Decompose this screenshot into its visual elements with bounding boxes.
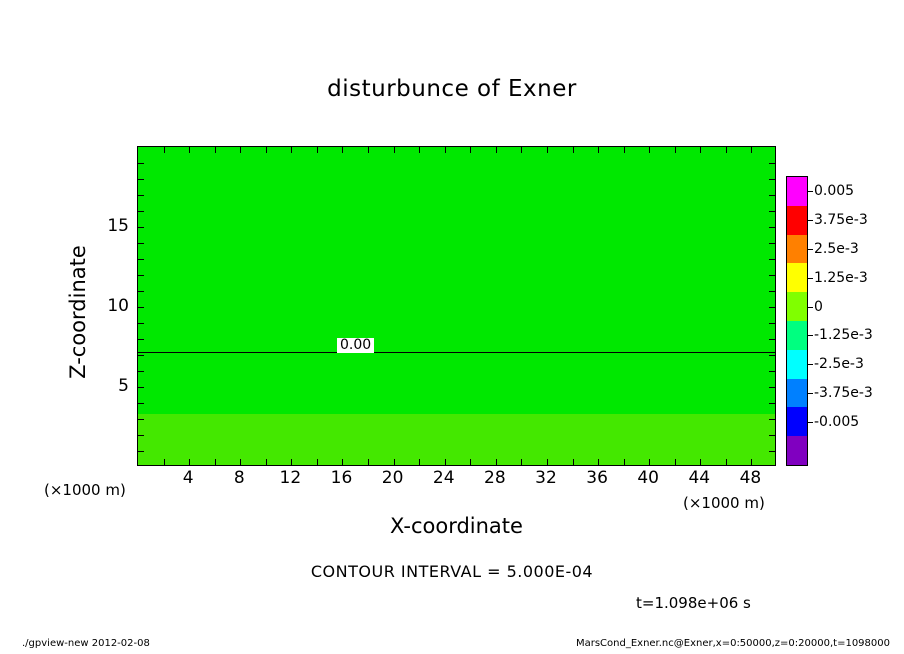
colorbar-cell (787, 350, 807, 379)
axis-tick (547, 147, 548, 153)
colorbar-label: 0 (814, 298, 823, 315)
axis-tick (368, 459, 369, 465)
axis-tick (769, 451, 775, 452)
x-tick-label: 28 (484, 468, 506, 488)
x-tick-label: 24 (432, 468, 455, 488)
axis-tick (138, 275, 144, 276)
x-axis-title: X-coordinate (390, 514, 523, 538)
axis-tick (138, 451, 144, 452)
field-band (138, 414, 775, 466)
axis-tick (419, 459, 420, 465)
axis-tick (240, 459, 241, 465)
axis-tick (470, 147, 471, 153)
axis-tick (649, 147, 650, 153)
axis-tick (138, 403, 144, 404)
axis-tick (769, 435, 775, 436)
axis-tick (189, 147, 190, 153)
colorbar-tick (808, 335, 813, 336)
colorbar-cell (787, 235, 807, 264)
axis-tick (751, 459, 752, 465)
y-tick-label: 10 (107, 296, 129, 316)
colorbar-label: -0.005 (814, 413, 860, 430)
axis-tick (138, 339, 144, 340)
axis-tick (138, 163, 144, 164)
axis-tick (266, 459, 267, 465)
colorbar-label: 0.005 (814, 183, 855, 200)
axis-tick (726, 459, 727, 465)
axis-tick (138, 259, 144, 260)
axis-tick (138, 435, 144, 436)
axis-tick (624, 147, 625, 153)
axis-tick (573, 459, 574, 465)
axis-tick (769, 259, 775, 260)
axis-tick (769, 323, 775, 324)
axis-tick (675, 147, 676, 153)
axis-tick (521, 459, 522, 465)
axis-tick (266, 147, 267, 153)
axis-tick (769, 403, 775, 404)
axis-tick (368, 147, 369, 153)
axis-tick (317, 459, 318, 465)
axis-tick (138, 227, 144, 228)
axis-tick (445, 147, 446, 153)
x-tick-label: 40 (637, 468, 660, 488)
x-unit-right: (×1000 m) (683, 494, 765, 512)
footer-left-text: ./gpview-new 2012-02-08 (22, 638, 150, 649)
y-tick-label: 15 (107, 216, 129, 236)
axis-tick (470, 459, 471, 465)
axis-tick (342, 147, 343, 153)
colorbar (786, 176, 808, 466)
colorbar-cell (787, 292, 807, 321)
x-unit-left: (×1000 m) (44, 481, 126, 499)
axis-tick (138, 211, 144, 212)
colorbar-tick (808, 249, 813, 250)
axis-tick (138, 355, 144, 356)
colorbar-label: -1.25e-3 (814, 327, 873, 344)
axis-tick (291, 459, 292, 465)
contour-line (138, 352, 775, 353)
axis-tick (769, 211, 775, 212)
contour-interval-text: CONTOUR INTERVAL = 5.000E-04 (310, 562, 594, 581)
footer-right-text: MarsCond_Exner.nc@Exner,x=0:50000,z=0:20000,t=1098000 (575, 638, 890, 649)
axis-tick (769, 291, 775, 292)
axis-tick (445, 459, 446, 465)
axis-tick (726, 147, 727, 153)
x-tick-label: 36 (586, 468, 608, 488)
field-band (138, 147, 775, 414)
axis-tick (138, 291, 144, 292)
axis-tick (419, 147, 420, 153)
axis-tick (700, 147, 701, 153)
x-tick-label: 4 (182, 468, 194, 488)
colorbar-label: -2.5e-3 (814, 356, 864, 373)
chart-title: disturbunce of Exner (327, 76, 577, 102)
axis-tick (240, 147, 241, 153)
axis-tick (573, 147, 574, 153)
axis-tick (675, 459, 676, 465)
axis-tick (215, 147, 216, 153)
axis-tick (164, 459, 165, 465)
contour-label: 0.00 (337, 338, 374, 353)
axis-tick (138, 179, 144, 180)
y-tick-label: 5 (118, 376, 129, 396)
axis-tick (138, 371, 144, 372)
axis-tick (189, 459, 190, 465)
colorbar-cell (787, 436, 807, 465)
colorbar-tick (808, 191, 813, 192)
x-tick-label: 16 (330, 468, 353, 488)
axis-tick (769, 387, 775, 388)
axis-tick (700, 459, 701, 465)
plot-area (137, 146, 776, 466)
axis-tick (138, 307, 144, 308)
axis-tick (521, 147, 522, 153)
axis-tick (138, 419, 144, 420)
axis-tick (598, 147, 599, 153)
x-tick-label: 8 (233, 468, 245, 488)
colorbar-cell (787, 379, 807, 408)
axis-tick (624, 459, 625, 465)
colorbar-cell (787, 321, 807, 350)
colorbar-label: 2.5e-3 (814, 241, 859, 257)
axis-tick (138, 387, 144, 388)
colorbar-tick (808, 364, 813, 365)
axis-tick (769, 419, 775, 420)
x-tick-label: 20 (381, 468, 404, 488)
axis-tick (317, 147, 318, 153)
axis-tick (394, 147, 395, 153)
colorbar-cell (787, 407, 807, 436)
axis-tick (769, 163, 775, 164)
colorbar-tick (808, 422, 813, 423)
colorbar-tick (808, 307, 813, 308)
time-label: t=1.098e+06 s (636, 594, 751, 612)
colorbar-cell (787, 206, 807, 235)
axis-tick (769, 339, 775, 340)
axis-tick (649, 459, 650, 465)
x-tick-label: 32 (535, 468, 557, 488)
colorbar-tick (808, 278, 813, 279)
axis-tick (138, 195, 144, 196)
axis-tick (496, 147, 497, 153)
colorbar-tick (808, 393, 813, 394)
axis-tick (342, 459, 343, 465)
axis-tick (751, 147, 752, 153)
x-tick-label: 44 (688, 468, 711, 488)
axis-tick (598, 459, 599, 465)
colorbar-label: 1.25e-3 (814, 269, 868, 286)
axis-tick (496, 459, 497, 465)
axis-tick (291, 147, 292, 153)
axis-tick (394, 459, 395, 465)
axis-tick (547, 459, 548, 465)
y-axis-title: Z-coordinate (66, 245, 90, 379)
axis-tick (769, 179, 775, 180)
colorbar-label: 3.75e-3 (814, 212, 868, 229)
x-tick-label: 48 (739, 468, 762, 488)
axis-tick (769, 195, 775, 196)
colorbar-label: -3.75e-3 (814, 385, 873, 401)
axis-tick (138, 243, 144, 244)
colorbar-tick (808, 220, 813, 221)
axis-tick (164, 147, 165, 153)
axis-tick (769, 371, 775, 372)
axis-tick (138, 323, 144, 324)
axis-tick (769, 307, 775, 308)
colorbar-cell (787, 177, 807, 206)
axis-tick (769, 355, 775, 356)
axis-tick (769, 275, 775, 276)
colorbar-cell (787, 263, 807, 292)
axis-tick (215, 459, 216, 465)
x-tick-label: 12 (279, 468, 302, 488)
axis-tick (769, 227, 775, 228)
axis-tick (769, 243, 775, 244)
